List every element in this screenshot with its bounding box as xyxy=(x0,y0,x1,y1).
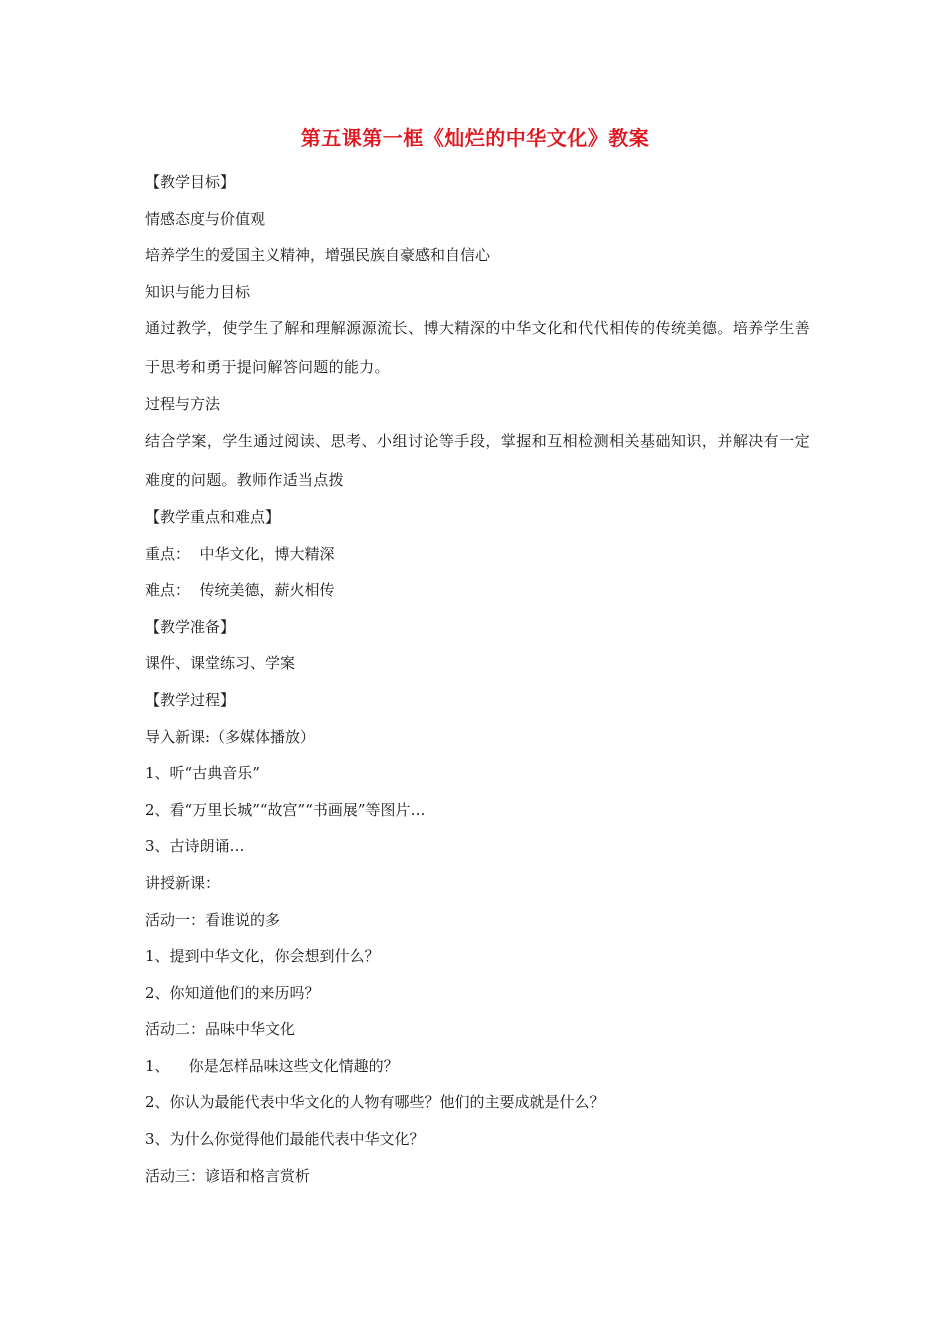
list-item: 3、为什么你觉得他们最能代表中华文化？ xyxy=(145,1130,425,1149)
prep-heading: 【教学准备】 xyxy=(145,617,236,636)
emotion-text: 培养学生的爱国主义精神，增强民族自豪感和自信心 xyxy=(145,246,491,265)
intro-heading: 导入新课:（多媒体播放） xyxy=(145,727,316,746)
process-text: 结合学案，学生通过阅读、思考、小组讨论等手段，掌握和互相检测相关基础知识，并解决有一定难度的问题。教师作适当点拨 xyxy=(145,431,810,489)
document-body xyxy=(145,172,810,1202)
activity3-heading: 活动三：谚语和格言赏析 xyxy=(145,1166,311,1185)
objectives-heading: 【教学目标】 xyxy=(145,173,236,191)
focus-difficult: 难点： 传统美德，薪火相传 xyxy=(145,581,335,600)
knowledge-text: 通过教学，使学生了解和理解源源流长、博大精深的中华文化和代代相传的传统美德。培养学生善于思考和勇于提问解答问题的能力。 xyxy=(145,319,810,377)
steps-heading: 【教学过程】 xyxy=(145,690,236,709)
prep-text: 课件、课堂练习、学案 xyxy=(145,654,296,673)
process-heading: 过程与方法 xyxy=(145,395,221,414)
emotion-heading: 情感态度与价值观 xyxy=(145,209,266,228)
focus-heading: 【教学重点和难点】 xyxy=(145,507,281,526)
list-item: 1、 你是怎样品味这些文化情趣的？ xyxy=(145,1056,399,1075)
focus-key: 重点： 中华文化，博大精深 xyxy=(145,544,335,563)
knowledge-heading: 知识与能力目标 xyxy=(145,282,251,301)
list-item: 2、你知道他们的来历吗？ xyxy=(145,983,320,1002)
lecture-heading: 讲授新课： xyxy=(145,873,221,892)
list-item: 2、看“万里长城”“故宫”“书画展”等图片… xyxy=(145,800,426,819)
list-item: 1、提到中华文化，你会想到什么？ xyxy=(145,947,380,966)
activity2-heading: 活动二：品味中华文化 xyxy=(145,1020,296,1039)
document-title: 第五课第一框《灿烂的中华文化》教案 xyxy=(300,126,650,150)
list-item: 3、古诗朗诵… xyxy=(145,837,245,856)
list-item: 1、听“古典音乐” xyxy=(145,764,260,783)
list-item: 2、你认为最能代表中华文化的人物有哪些？他们的主要成就是什么？ xyxy=(145,1093,605,1112)
activity1-heading: 活动一：看谁说的多 xyxy=(145,910,281,929)
